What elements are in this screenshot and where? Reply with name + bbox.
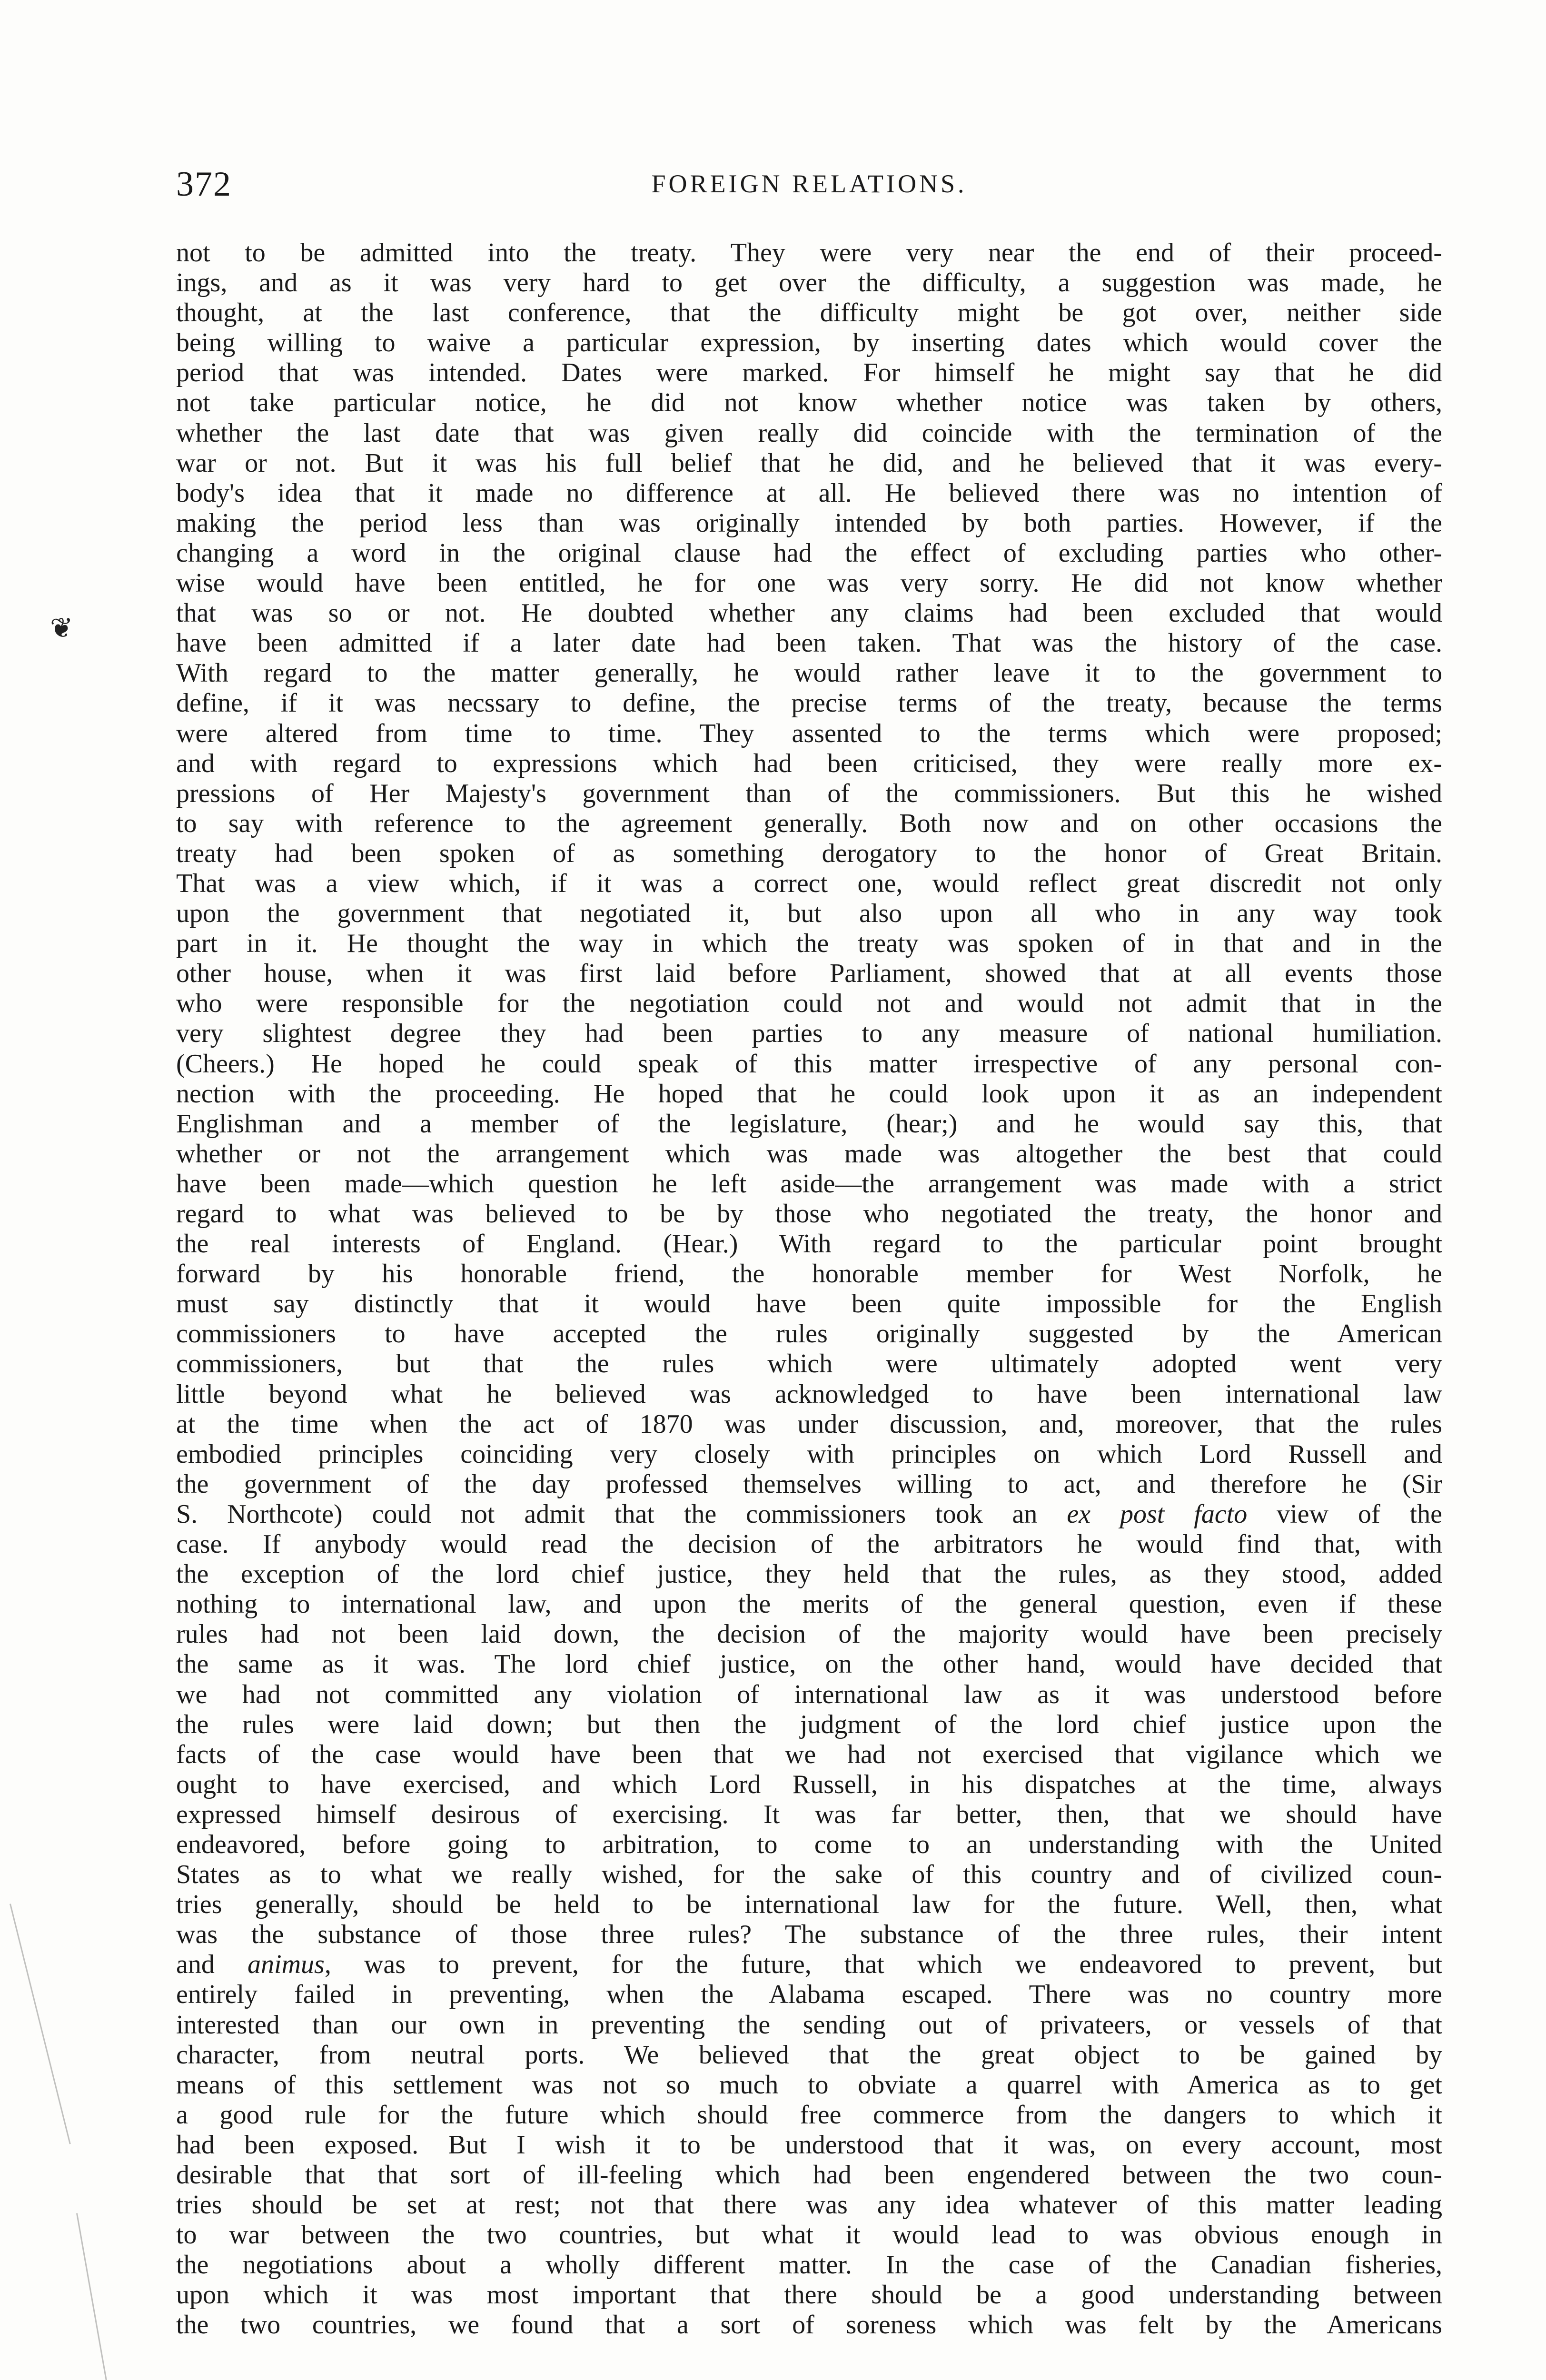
text-line: define, if it was necssary to define, the precise terms of the treaty, because the terms: [176, 688, 1442, 718]
text-line: little beyond what he believed was acknowledged to have been international law: [176, 1379, 1442, 1409]
text-line: treaty had been spoken of as something derogatory to the honor of Great Britain.: [176, 838, 1442, 868]
text-line: wise would have been entitled, he for one was very sorry. He did not know whether: [176, 568, 1442, 598]
scan-artifact-line: [76, 2213, 117, 2380]
text-line: the government of the day professed themselves willing to act, and therefore he (Sir: [176, 1469, 1442, 1499]
text-line: commissioners, but that the rules which were ultimately adopted went very: [176, 1349, 1442, 1379]
text-line: have been admitted if a later date had been taken. That was the history of the case.: [176, 628, 1442, 658]
text-line: and with regard to expressions which had been criticised, they were really more ex-: [176, 748, 1442, 778]
text-line: nothing to international law, and upon the merits of the general question, even if these: [176, 1589, 1442, 1619]
text-line: means of this settlement was not so much to obviate a quarrel with America as to get: [176, 2070, 1442, 2100]
text-line: the exception of the lord chief justice, they held that the rules, as they stood, added: [176, 1559, 1442, 1589]
text-line: that was so or not. He doubted whether any claims had been excluded that would: [176, 598, 1442, 628]
body-text: [176, 238, 1442, 2340]
page-number: 372: [176, 165, 232, 204]
text-line: must say distinctly that it would have been quite impossible for the English: [176, 1289, 1442, 1319]
text-line: desirable that that sort of ill-feeling which had been engendered between the two coun-: [176, 2160, 1442, 2190]
text-line: embodied principles coinciding very closely with principles on which Lord Russell and: [176, 1439, 1442, 1469]
text-line: upon which it was most important that there should be a good understanding between: [176, 2280, 1442, 2310]
text-line: upon the government that negotiated it, but also upon all who in any way took: [176, 899, 1442, 929]
text-line: body's idea that it made no difference at all. He believed there was no intention of: [176, 478, 1442, 508]
text-line: whether or not the arrangement which was made was altogether the best that could: [176, 1139, 1442, 1169]
text-line: was the substance of those three rules? The substance of the three rules, their intent: [176, 1920, 1442, 1950]
text-line: not take particular notice, he did not know whether notice was taken by others,: [176, 388, 1442, 418]
text-line: regard to what was believed to be by those who negotiated the treaty, the honor and: [176, 1199, 1442, 1229]
text-line: S. Northcote) could not admit that the commissioners took an ex post facto view of the: [176, 1499, 1442, 1529]
text-line: States as to what we really wished, for the sake of this country and of civilized coun-: [176, 1860, 1442, 1890]
italic-phrase: ex post facto: [1067, 1499, 1248, 1529]
text-line: entirely failed in preventing, when the Alabama escaped. There was no country more: [176, 1980, 1442, 2010]
text-line: facts of the case would have been that we had not exercised that vigilance which we: [176, 1739, 1442, 1769]
text-line: whether the last date that was given really did coincide with the termination of the: [176, 418, 1442, 448]
text-line: ings, and as it was very hard to get over the difficulty, a suggestion was made, he: [176, 268, 1442, 298]
text-line: rules had not been laid down, the decision of the majority would have been precisely: [176, 1619, 1442, 1649]
text-line: have been made—which question he left aside—the arrangement was made with a strict: [176, 1169, 1442, 1199]
text-line: period that was intended. Dates were marked. For himself he might say that he did: [176, 358, 1442, 388]
text-line: the same as it was. The lord chief justice, on the other hand, would have decided that: [176, 1649, 1442, 1679]
text-line: and animus, was to prevent, for the future, that which we endeavored to prevent, but: [176, 1950, 1443, 1980]
text-line: tries generally, should be held to be international law for the future. Well, then, what: [176, 1890, 1442, 1920]
text-line: war or not. But it was his full belief that he did, and he believed that it was every-: [176, 448, 1442, 478]
text-line: nection with the proceeding. He hoped that he could look upon it as an independent: [176, 1079, 1442, 1109]
text-line: had been exposed. But I wish it to be understood that it was, on every account, most: [176, 2130, 1442, 2160]
text-line: With regard to the matter generally, he would rather leave it to the government to: [176, 658, 1442, 688]
text-line: the real interests of England. (Hear.) With regard to the particular point brought: [176, 1229, 1442, 1259]
text-line: who were responsible for the negotiation could not and would not admit that in the: [176, 989, 1442, 1019]
text-line: interested than our own in preventing the sending out of privateers, or vessels of that: [176, 2010, 1442, 2040]
text-line: character, from neutral ports. We believed that the great object to be gained by: [176, 2040, 1442, 2070]
text-line: being willing to waive a particular expression, by inserting dates which would cover the: [176, 328, 1442, 358]
text-line: the negotiations about a wholly different matter. In the case of the Canadian fisheries,: [176, 2250, 1442, 2280]
text-line: not to be admitted into the treaty. They were very near the end of their proceed-: [176, 238, 1442, 268]
text-line: forward by his honorable friend, the honorable member for West Norfolk, he: [176, 1259, 1442, 1289]
scan-artifact-line: [10, 1904, 71, 2144]
text-line: (Cheers.) He hoped he could speak of this matter irrespective of any personal con-: [176, 1049, 1442, 1079]
text-line: the rules were laid down; but then the judgment of the lord chief justice upon the: [176, 1709, 1442, 1739]
page-header: [176, 164, 1442, 207]
text-line: commissioners to have accepted the rules originally suggested by the American: [176, 1319, 1442, 1349]
text-line: a good rule for the future which should free commerce from the dangers to which it: [176, 2100, 1442, 2130]
margin-ornament-icon: ❦: [50, 613, 73, 644]
text-line: part in it. He thought the way in which the treaty was spoken of in that and in the: [176, 929, 1442, 959]
text-line: making the period less than was originally intended by both parties. However, if the: [176, 508, 1442, 538]
text-line: That was a view which, if it was a correct one, would reflect great discredit not only: [176, 868, 1442, 898]
text-line: to say with reference to the agreement generally. Both now and on other occasions the: [176, 808, 1442, 838]
text-line: the two countries, we found that a sort of soreness which was felt by the Americans: [176, 2310, 1442, 2340]
text-line: case. If anybody would read the decision of the arbitrators he would find that, with: [176, 1529, 1442, 1559]
text-line: changing a word in the original clause had the effect of excluding parties who other-: [176, 538, 1442, 568]
text-line: thought, at the last conference, that the difficulty might be got over, neither side: [176, 298, 1442, 328]
running-title: FOREIGN RELATIONS.: [651, 169, 967, 198]
text-line: endeavored, before going to arbitration, to come to an understanding with the United: [176, 1829, 1442, 1859]
text-line: very slightest degree they had been parties to any measure of national humiliation.: [176, 1019, 1442, 1049]
text-line: expressed himself desirous of exercising. It was far better, then, that we should have: [176, 1799, 1442, 1829]
text-line: pressions of Her Majesty's government than of the commissioners. But this he wished: [176, 778, 1442, 808]
text-line: to war between the two countries, but what it would lead to was obvious enough in: [176, 2220, 1442, 2250]
text-line: tries should be set at rest; not that there was any idea whatever of this matter leading: [176, 2190, 1442, 2220]
text-line: we had not committed any violation of international law as it was understood before: [176, 1679, 1442, 1709]
text-line: were altered from time to time. They assented to the terms which were proposed;: [176, 718, 1442, 748]
text-line: Englishman and a member of the legislature, (hear;) and he would say this, that: [176, 1109, 1442, 1139]
italic-phrase: animus: [248, 1950, 325, 1980]
text-line: at the time when the act of 1870 was under discussion, and, moreover, that the rules: [176, 1409, 1442, 1439]
text-line: other house, when it was first laid before Parliament, showed that at all events those: [176, 959, 1442, 989]
text-line: ought to have exercised, and which Lord Russell, in his dispatches at the time, always: [176, 1769, 1442, 1799]
